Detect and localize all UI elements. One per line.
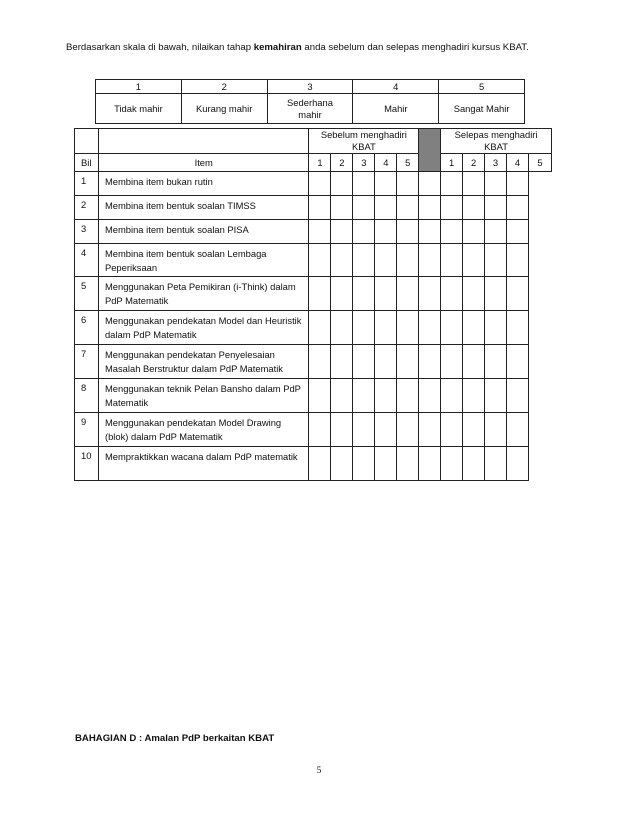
- table-row: [75, 311, 552, 345]
- table-row: [75, 172, 552, 196]
- item-text: Membina item bentuk soalan PISA: [98, 220, 309, 244]
- before-rating-cell[interactable]: [331, 379, 353, 413]
- before-rating-cell[interactable]: [375, 447, 397, 481]
- header-row-columns: [75, 154, 552, 172]
- before-rating-cell[interactable]: [375, 311, 397, 345]
- row-number: 5: [75, 277, 99, 311]
- table-row: [75, 244, 552, 277]
- after-rating-cell[interactable]: [441, 413, 463, 447]
- after-rating-cell[interactable]: [463, 413, 485, 447]
- scale-label: Mahir: [353, 94, 439, 124]
- after-rating-cell[interactable]: [507, 311, 529, 345]
- before-rating-cell[interactable]: [397, 277, 419, 311]
- after-rating-cell[interactable]: [419, 277, 441, 311]
- before-rating-cell[interactable]: [375, 220, 397, 244]
- row-number: 10: [75, 447, 99, 481]
- before-rating-header: 5: [397, 154, 419, 172]
- blank-header-cell: [98, 129, 309, 154]
- scale-number: 1: [96, 80, 182, 94]
- before-rating-cell[interactable]: [309, 311, 331, 345]
- after-rating-cell[interactable]: [419, 244, 441, 277]
- before-rating-cell[interactable]: [397, 345, 419, 379]
- before-rating-cell[interactable]: [397, 196, 419, 220]
- before-rating-cell[interactable]: [353, 196, 375, 220]
- before-rating-cell[interactable]: [309, 345, 331, 379]
- table-row: [75, 345, 552, 379]
- after-rating-cell[interactable]: [419, 379, 441, 413]
- instruction-part-2: anda sebelum dan selepas menghadiri kursus KBAT.: [301, 42, 529, 53]
- after-rating-cell[interactable]: [441, 172, 463, 196]
- after-rating-cell[interactable]: [507, 277, 529, 311]
- after-rating-cell[interactable]: [419, 172, 441, 196]
- after-rating-cell[interactable]: [485, 345, 507, 379]
- scale-number-row: [96, 80, 525, 94]
- bil-header: Bil: [75, 154, 99, 172]
- row-number: 6: [75, 311, 99, 345]
- before-rating-cell[interactable]: [397, 311, 419, 345]
- after-rating-cell[interactable]: [419, 345, 441, 379]
- after-rating-header: 1: [441, 154, 463, 172]
- page-number: 5: [316, 766, 322, 776]
- scale-label: Sederhana mahir: [267, 94, 353, 124]
- before-rating-cell[interactable]: [331, 345, 353, 379]
- row-number: 2: [75, 196, 99, 220]
- before-rating-cell[interactable]: [309, 244, 331, 277]
- before-rating-cell[interactable]: [331, 220, 353, 244]
- before-rating-cell[interactable]: [353, 345, 375, 379]
- before-rating-cell[interactable]: [331, 447, 353, 481]
- before-course-header: Sebelum menghadiri KBAT: [309, 129, 419, 154]
- after-rating-header: 3: [485, 154, 507, 172]
- before-rating-header: 4: [375, 154, 397, 172]
- item-text: Menggunakan pendekatan Model dan Heuristik dalam PdP Matematik: [98, 311, 309, 345]
- item-text: Menggunakan pendekatan Model Drawing (blok) dalam PdP Matematik: [98, 413, 309, 447]
- after-rating-cell[interactable]: [485, 277, 507, 311]
- row-number: 1: [75, 172, 99, 196]
- before-rating-cell[interactable]: [309, 379, 331, 413]
- after-rating-cell[interactable]: [419, 413, 441, 447]
- before-rating-cell[interactable]: [397, 172, 419, 196]
- after-rating-cell[interactable]: [485, 244, 507, 277]
- before-rating-cell[interactable]: [353, 379, 375, 413]
- before-rating-cell[interactable]: [309, 196, 331, 220]
- after-rating-cell[interactable]: [419, 196, 441, 220]
- after-rating-cell[interactable]: [441, 311, 463, 345]
- before-rating-cell[interactable]: [375, 345, 397, 379]
- skills-rating-table: [74, 128, 552, 481]
- before-rating-cell[interactable]: [309, 447, 331, 481]
- header-row-groups: [75, 129, 552, 154]
- item-text: Menggunakan pendekatan Penyelesaian Masalah Berstruktur dalam PdP Matematik: [98, 345, 309, 379]
- after-rating-header: 5: [528, 154, 551, 172]
- after-rating-cell[interactable]: [507, 379, 529, 413]
- after-rating-header: 2: [463, 154, 485, 172]
- scale-label: Sangat Mahir: [439, 94, 525, 124]
- after-rating-cell[interactable]: [441, 447, 463, 481]
- after-rating-cell[interactable]: [419, 311, 441, 345]
- item-text: Menggunakan Peta Pemikiran (i-Think) dalam PdP Matematik: [98, 277, 309, 311]
- before-rating-cell[interactable]: [331, 413, 353, 447]
- before-rating-cell[interactable]: [397, 244, 419, 277]
- after-rating-cell[interactable]: [485, 447, 507, 481]
- before-rating-header: 2: [331, 154, 353, 172]
- after-rating-cell[interactable]: [463, 379, 485, 413]
- before-rating-cell[interactable]: [353, 311, 375, 345]
- after-rating-cell[interactable]: [441, 379, 463, 413]
- scale-number: 5: [439, 80, 525, 94]
- after-rating-cell[interactable]: [463, 172, 485, 196]
- after-rating-cell[interactable]: [507, 172, 529, 196]
- after-rating-cell[interactable]: [441, 244, 463, 277]
- after-rating-cell[interactable]: [463, 220, 485, 244]
- row-number: 7: [75, 345, 99, 379]
- before-rating-cell[interactable]: [397, 379, 419, 413]
- item-text: Menggunakan teknik Pelan Bansho dalam PdP Matematik: [98, 379, 309, 413]
- before-rating-cell[interactable]: [375, 413, 397, 447]
- after-rating-cell[interactable]: [441, 277, 463, 311]
- scale-number: 4: [353, 80, 439, 94]
- before-rating-cell[interactable]: [309, 413, 331, 447]
- before-rating-cell[interactable]: [375, 196, 397, 220]
- before-rating-cell[interactable]: [353, 447, 375, 481]
- before-rating-cell[interactable]: [331, 277, 353, 311]
- item-header: Item: [98, 154, 309, 172]
- before-rating-cell[interactable]: [353, 413, 375, 447]
- rating-scale-legend: [95, 79, 525, 124]
- before-rating-cell[interactable]: [353, 244, 375, 277]
- scale-label: Kurang mahir: [181, 94, 267, 124]
- table-row: [75, 379, 552, 413]
- row-number: 9: [75, 413, 99, 447]
- after-rating-cell[interactable]: [485, 220, 507, 244]
- after-rating-cell[interactable]: [463, 277, 485, 311]
- scale-label: Tidak mahir: [96, 94, 182, 124]
- before-rating-cell[interactable]: [309, 172, 331, 196]
- before-rating-cell[interactable]: [397, 220, 419, 244]
- after-rating-cell[interactable]: [485, 413, 507, 447]
- before-rating-cell[interactable]: [331, 172, 353, 196]
- scale-label-row: [96, 94, 525, 124]
- instruction-bold: kemahiran: [253, 42, 302, 53]
- table-row: [75, 447, 552, 481]
- before-rating-cell[interactable]: [397, 447, 419, 481]
- grey-separator-column: [419, 129, 441, 172]
- table-row: [75, 277, 552, 311]
- before-rating-cell[interactable]: [375, 172, 397, 196]
- before-rating-cell[interactable]: [375, 277, 397, 311]
- after-rating-cell[interactable]: [485, 196, 507, 220]
- before-rating-cell[interactable]: [331, 244, 353, 277]
- table-row: [75, 413, 552, 447]
- after-course-header: Selepas menghadiri KBAT: [441, 129, 552, 154]
- after-rating-cell[interactable]: [419, 447, 441, 481]
- after-rating-cell[interactable]: [441, 196, 463, 220]
- after-rating-cell[interactable]: [507, 196, 529, 220]
- before-rating-cell[interactable]: [331, 196, 353, 220]
- row-number: 3: [75, 220, 99, 244]
- before-rating-cell[interactable]: [309, 220, 331, 244]
- after-rating-cell[interactable]: [507, 220, 529, 244]
- item-text: Membina item bentuk soalan TIMSS: [98, 196, 309, 220]
- after-rating-cell[interactable]: [507, 413, 529, 447]
- after-rating-cell[interactable]: [419, 220, 441, 244]
- after-rating-cell[interactable]: [463, 311, 485, 345]
- after-rating-cell[interactable]: [463, 345, 485, 379]
- after-rating-cell[interactable]: [507, 345, 529, 379]
- after-rating-cell[interactable]: [507, 244, 529, 277]
- item-text: Membina item bukan rutin: [98, 172, 309, 196]
- instruction-text: [66, 40, 556, 56]
- after-rating-cell[interactable]: [485, 172, 507, 196]
- after-rating-cell[interactable]: [441, 345, 463, 379]
- before-rating-cell[interactable]: [375, 379, 397, 413]
- before-rating-cell[interactable]: [397, 413, 419, 447]
- after-rating-header: 4: [507, 154, 529, 172]
- after-rating-cell[interactable]: [463, 196, 485, 220]
- before-rating-header: 1: [309, 154, 331, 172]
- before-rating-cell[interactable]: [375, 244, 397, 277]
- before-rating-cell[interactable]: [353, 220, 375, 244]
- after-rating-cell[interactable]: [463, 244, 485, 277]
- item-text: Membina item bentuk soalan Lembaga Peperiksaan: [98, 244, 309, 277]
- instruction-part-1: Berdasarkan skala di bawah, nilaikan tahap: [66, 42, 254, 53]
- after-rating-cell[interactable]: [441, 220, 463, 244]
- section-d-heading: BAHAGIAN D : Amalan PdP berkaitan KBAT: [75, 733, 275, 744]
- after-rating-cell[interactable]: [485, 379, 507, 413]
- after-rating-cell[interactable]: [485, 311, 507, 345]
- before-rating-cell[interactable]: [353, 172, 375, 196]
- row-number: 4: [75, 244, 99, 277]
- before-rating-cell[interactable]: [309, 277, 331, 311]
- row-number: 8: [75, 379, 99, 413]
- after-rating-cell[interactable]: [507, 447, 529, 481]
- before-rating-header: 3: [353, 154, 375, 172]
- blank-header-cell: [75, 129, 99, 154]
- table-row: [75, 220, 552, 244]
- before-rating-cell[interactable]: [353, 277, 375, 311]
- table-row: [75, 196, 552, 220]
- after-rating-cell[interactable]: [463, 447, 485, 481]
- item-text: Mempraktikkan wacana dalam PdP matematik: [98, 447, 309, 481]
- before-rating-cell[interactable]: [331, 311, 353, 345]
- scale-number: 3: [267, 80, 353, 94]
- scale-number: 2: [181, 80, 267, 94]
